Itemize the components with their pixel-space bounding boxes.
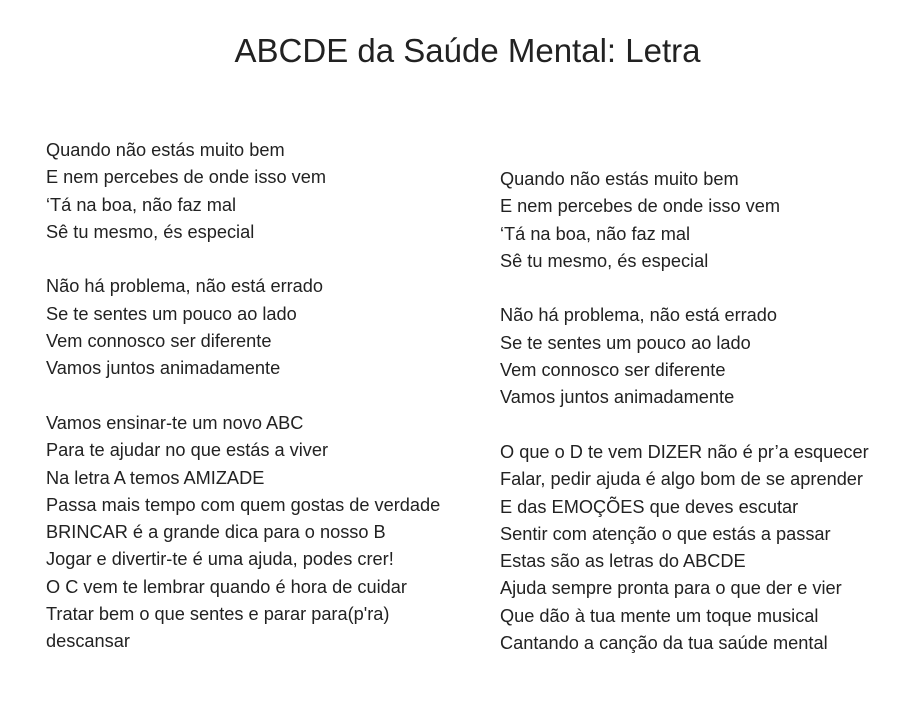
lyric-line: Sê tu mesmo, és especial: [46, 221, 255, 242]
lyric-line: Sê tu mesmo, és especial: [500, 250, 709, 271]
lyric-line: Vem connosco ser diferente: [46, 331, 272, 352]
lyric-line: ‘Tá na boa, não faz mal: [46, 194, 237, 215]
lyric-line: Não há problema, não está errado: [500, 305, 778, 326]
lyric-line: Na letra A temos AMIZADE: [46, 467, 265, 488]
lyric-line: Vamos juntos animadamente: [46, 358, 281, 379]
stanza: [46, 137, 451, 246]
lyric-line: Para te ajudar no que estás a viver: [46, 440, 329, 461]
lyrics-left-column: [46, 137, 451, 656]
lyric-line: Quando não estás muito bem: [500, 169, 739, 189]
lyric-line: Vamos juntos animadamente: [500, 387, 735, 408]
lyric-line: O que o D te vem DIZER não é pr’a esquecer: [500, 441, 869, 462]
stanza: [46, 410, 451, 656]
lyric-line: Quando não estás muito bem: [46, 140, 285, 160]
lyric-line: BRINCAR é a grande dica para o nosso B: [46, 522, 386, 543]
lyric-line: Estas são as letras do ABCDE: [500, 551, 746, 572]
lyric-line: Falar, pedir ajuda é algo bom de se aprender: [500, 469, 863, 490]
stanza: [46, 273, 451, 382]
lyric-line: ‘Tá na boa, não faz mal: [500, 223, 691, 244]
lyric-line: Se te sentes um pouco ao lado: [500, 332, 751, 353]
lyric-line: Passa mais tempo com quem gostas de verdade: [46, 494, 441, 515]
lyric-line: Ajuda sempre pronta para o que der e vier: [500, 578, 842, 599]
stanza: [500, 439, 910, 657]
lyric-line: Cantando a canção da tua saúde mental: [500, 633, 828, 654]
lyric-line: Não há problema, não está errado: [46, 276, 324, 297]
lyric-line: O C vem te lembrar quando é hora de cuidar: [46, 576, 407, 597]
stanza: [500, 302, 910, 411]
lyric-line: E das EMOÇÕES que deves escutar: [500, 496, 799, 517]
lyric-line: E nem percebes de onde isso vem: [500, 196, 781, 217]
lyrics-right-column: [500, 166, 910, 657]
page-title: ABCDE da Saúde Mental: Letra: [234, 32, 701, 69]
lyric-line: Vamos ensinar-te um novo ABC: [46, 412, 304, 433]
lyric-line: Se te sentes um pouco ao lado: [46, 303, 297, 324]
lyric-line: Tratar bem o que sentes e parar para(p'ra) descansar: [46, 604, 390, 652]
lyric-line: Sentir com atenção o que estás a passar: [500, 523, 831, 544]
lyric-line: Vem connosco ser diferente: [500, 360, 726, 381]
lyric-line: Que dão à tua mente um toque musical: [500, 605, 819, 626]
stanza: [500, 166, 910, 275]
lyric-line: Jogar e divertir-te é uma ajuda, podes crer!: [46, 549, 394, 570]
lyric-line: E nem percebes de onde isso vem: [46, 167, 327, 188]
